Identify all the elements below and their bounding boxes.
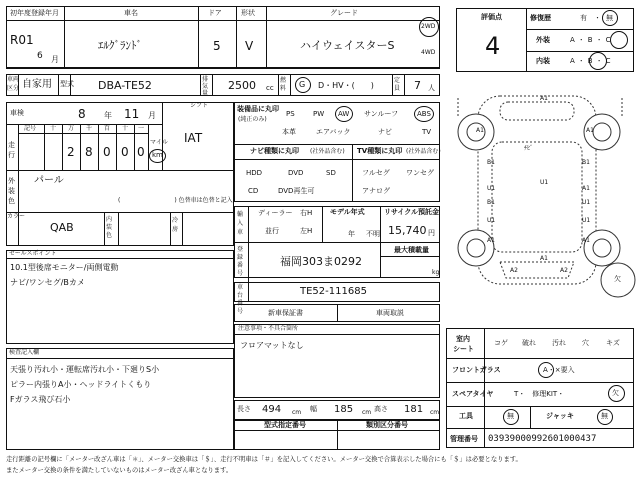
damage-label: U1 (540, 179, 549, 186)
width-cm: cm (362, 409, 372, 416)
grid-line (212, 74, 213, 96)
grid-line (6, 170, 234, 171)
grid-line (118, 212, 119, 246)
cc-unit: cc (266, 84, 274, 92)
grade-label: グレード (330, 9, 358, 17)
damage-label: U1 (582, 199, 591, 206)
nav-dvd: DVD (288, 169, 304, 177)
tv-fullseg: フルセグ (362, 169, 390, 177)
mileage-digit: 8 (85, 145, 93, 159)
spare-missing-mark: 欠 (614, 275, 621, 283)
import-right-h: 右H (300, 209, 313, 217)
new-cert: 新車保証書 (268, 309, 303, 317)
import-label: 輸入車 (237, 211, 244, 236)
mileage-col-1: 十 (50, 125, 57, 132)
height-label: 高さ (374, 405, 388, 413)
grid-line (446, 406, 634, 407)
import-parallel: 並行 (265, 227, 279, 235)
grid-line (6, 358, 234, 359)
grid-line (98, 124, 99, 170)
nav-cd: CD (248, 187, 259, 195)
grade: ハイウェイスターS (300, 39, 395, 52)
front-glass-label: フロントガラス (452, 366, 501, 374)
mileage-digit: 0 (121, 145, 129, 159)
inspector-note: ピラー内張りA小・ヘッドライトくもり (10, 380, 152, 389)
grid-line (182, 212, 183, 246)
equip-tv: TV (422, 128, 432, 136)
width-label: 幅 (310, 405, 317, 413)
tv-oneseg: ワンセグ (406, 169, 434, 177)
spare-selected: 欠 (612, 389, 619, 397)
grid-line (278, 74, 279, 96)
fuel-rest: D・HV・( ) (318, 81, 374, 90)
nav-dvd-play: DVD再生可 (278, 187, 315, 195)
model-year-unknown: 不明 (366, 230, 380, 238)
width: 185 (334, 404, 354, 415)
jack-label: ジャッキ (546, 412, 574, 420)
month-unit: 月 (148, 111, 156, 120)
drive-4wd: 4WD (421, 49, 436, 56)
grid-line (526, 29, 634, 30)
grid-line (6, 68, 440, 69)
exterior-label: 外装 (536, 36, 550, 44)
sales-point: 10.1型後席モニター/両側電動 (10, 263, 119, 272)
inspector-note: Fガラス飛び石小 (10, 395, 71, 404)
tv-analog: アナログ (362, 187, 390, 195)
grid-line (80, 124, 81, 170)
interior-label: 内装 (536, 57, 550, 65)
repair-yes: 有 (580, 14, 587, 22)
disp-label: 排気量 (202, 76, 209, 97)
max-load-label: 最大積載量 (394, 246, 429, 254)
mileage-col-4: 百 (104, 125, 111, 132)
usage-label2: 区分 (7, 85, 20, 92)
sales-label: セールスポイント (9, 250, 57, 257)
km-label: km (152, 151, 163, 159)
repair-label: 修復歴 (530, 14, 551, 22)
score: 4 (485, 32, 501, 60)
interior-selected-circle (589, 52, 607, 70)
mileage-col-2: 万 (68, 125, 75, 132)
grid-line (446, 382, 634, 383)
grid-line (446, 358, 634, 359)
model-cert-label: 型式指定番号 (264, 421, 306, 429)
grid-line (290, 74, 291, 96)
notes-box (234, 324, 440, 398)
mileage-col-3: 千 (86, 125, 93, 132)
equip-ps: PS (286, 110, 295, 118)
reg-year: R01 (10, 33, 34, 47)
grid-line (116, 124, 117, 170)
length-cm: cm (292, 409, 302, 416)
plate-label: 登録番号 (237, 246, 244, 277)
interior-color-label: 内装色 (106, 216, 113, 239)
mileage-digit: 0 (137, 145, 145, 159)
damage-label: U1 (487, 185, 496, 192)
car-diagram (450, 82, 640, 322)
chassis-label: 車台番号 (237, 284, 244, 315)
insp-year: 8 (78, 107, 86, 121)
seat-item: 汚れ (552, 339, 566, 347)
damage-label: U1 (582, 217, 591, 224)
capacity: 7 (414, 79, 421, 92)
nav-title: ナビ種類に丸印 (250, 147, 299, 155)
mileage-col-5: 十 (122, 125, 129, 132)
shape: V (245, 39, 254, 53)
seat-interior-label2: シート (453, 345, 474, 353)
mgmt-label: 管理番号 (450, 435, 478, 443)
grid-line (484, 328, 485, 448)
model-year-unit: 年 (348, 230, 355, 238)
damage-label: A2 (560, 267, 568, 274)
grid-line (248, 206, 249, 242)
manual: 車両取説 (376, 309, 404, 317)
grid-line (337, 304, 338, 322)
grid-line (104, 212, 105, 246)
damage-label: A1 (582, 185, 590, 192)
equip-aw: AW (338, 110, 350, 118)
seat-item: コゲ (494, 339, 508, 347)
nav-hdd: HDD (246, 169, 263, 177)
tv-title: TV種類に丸印 (357, 147, 403, 155)
grid-line (18, 133, 148, 134)
reg-year-label: 初年度登録年月 (10, 9, 59, 17)
seat-item: キズ (606, 339, 620, 347)
model-name: ｴﾙｸﾞﾗﾝﾄﾞ (98, 39, 142, 52)
repair-no: 無 (606, 14, 613, 22)
color-code: QAB (50, 221, 74, 234)
grid-line (234, 334, 440, 335)
height-cm: cm (430, 409, 440, 416)
usage-label: 車両 (7, 76, 20, 83)
grid-line (18, 124, 19, 246)
front-glass: A・×要入 (543, 366, 575, 374)
usage: 自家用 (22, 79, 52, 90)
aircon-label: 冷房 (172, 217, 179, 233)
score-label: 評価点 (481, 13, 502, 21)
tv-note: (社外品含む) (406, 148, 441, 155)
exterior-grades: A・B・C (570, 36, 614, 44)
grid-line (134, 124, 135, 170)
notes-label: 注意事項・不具合箇所 (238, 325, 299, 332)
interior-grades: A・B・C (570, 57, 614, 65)
damage-label: A1 (476, 127, 484, 134)
height: 181 (404, 404, 424, 415)
plate-number: 福岡303ま0292 (280, 255, 362, 268)
person-unit: 人 (428, 84, 435, 92)
damage-label: A1 (586, 127, 594, 134)
seat-interior-label: 室内 (456, 335, 470, 343)
nav-sd: SD (326, 169, 336, 177)
grid-line (380, 256, 440, 257)
equip-pw: PW (313, 110, 325, 118)
spare-label: スペアタイヤ (452, 390, 494, 398)
damage-label: A1 (540, 95, 548, 102)
reg-month: 6 (37, 51, 43, 61)
seat-item: 破れ (522, 339, 536, 347)
grid-line (170, 212, 171, 246)
model-name-label: 車名 (124, 9, 138, 17)
equip-navi: ナビ (378, 128, 392, 136)
tools-selected: 無 (507, 412, 514, 420)
type-label: 型式 (60, 80, 74, 88)
grid-line (198, 6, 199, 68)
repair-dot: ・ (594, 14, 601, 22)
tools-label: 工具 (459, 412, 473, 420)
shift: IAT (184, 131, 203, 145)
grid-line (234, 242, 440, 243)
shape-label: 形状 (241, 9, 255, 17)
equip-title: 装備品に丸印 (237, 105, 279, 113)
damage-label: A1 (487, 237, 495, 244)
type-code: DBA-TE52 (98, 79, 152, 92)
seat-item: 穴 (582, 339, 589, 347)
grid-line (200, 74, 201, 96)
equip-airbag: エアバック (316, 128, 351, 136)
jack-selected: 無 (601, 412, 608, 420)
shift-label: シフト (190, 102, 209, 109)
grid-line (446, 428, 634, 429)
mgmt-number: 0393900099260100043​7 (488, 434, 597, 444)
grid-line (236, 6, 237, 68)
inspection-label: 車検 (10, 109, 24, 117)
grid-line (234, 144, 440, 145)
damage-label: B1 (487, 199, 495, 206)
grid-line (337, 420, 338, 450)
notes-text: フロアマットなし (240, 341, 304, 350)
grid-line (234, 159, 440, 160)
length-label: 長さ (237, 405, 251, 413)
spare: T・ 修理KIT・ (514, 390, 565, 398)
grid-line (58, 74, 59, 96)
kg-unit: kg (432, 269, 440, 276)
mileage-col-0: 記号 (24, 125, 37, 132)
grid-line (6, 258, 234, 259)
color-code-label: カラー (7, 213, 26, 220)
color-label: 外装色 (8, 177, 15, 205)
color-note: ( ) 色替車は色替と記入 (118, 197, 233, 204)
grid-line (322, 206, 323, 242)
grid-line (266, 6, 267, 68)
damage-label: B1 (487, 159, 495, 166)
damage-label: A2 (510, 267, 518, 274)
grid-line (404, 74, 405, 96)
equip-sunroof: サンルーフ (364, 110, 399, 118)
grid-line (526, 8, 527, 72)
damage-label: B1 (582, 159, 590, 166)
grid-line (392, 74, 393, 96)
recycle-label: リサイクル預託金 (384, 208, 440, 216)
inspector-label: 検査記入欄 (9, 349, 40, 356)
mileage-col-6: 一 (138, 125, 145, 132)
footer-line-1: 走行距離の記号欄に「メーター改ざん車は「＊」、メーター交換車は「＄」、走行不明車は「＃」を記入してください。メーター交換で合算表示した場合にも「＄」は必要となります。 (6, 456, 522, 463)
displacement: 2500 (228, 79, 256, 92)
category-label: 類別区分番号 (366, 421, 408, 429)
model-year-label: モデル年式 (330, 208, 365, 216)
reg-month-unit: 月 (51, 55, 59, 64)
grid-line (6, 20, 440, 21)
grid-line (352, 144, 353, 202)
mileage-digit: 0 (103, 145, 111, 159)
mileage-label: 走行 (8, 141, 15, 159)
chassis: TE52-111685 (300, 286, 367, 297)
length: 494 (262, 404, 282, 415)
damage-label: U1 (487, 217, 496, 224)
sales-point: ナビ/ワンセグ/Bカメ (10, 278, 85, 287)
grid-line (6, 212, 234, 213)
grid-line (234, 430, 440, 431)
doors: 5 (213, 39, 221, 53)
capacity-label: 定員 (394, 77, 401, 92)
mile-label: マイル (150, 139, 168, 146)
mileage-digit: 2 (67, 145, 75, 159)
drive-2wd: 2WD (421, 23, 436, 30)
exterior-selected-circle (610, 31, 628, 49)
color: パール (34, 175, 64, 186)
yen-unit: 円 (428, 229, 435, 237)
fuel-g: G (299, 80, 306, 89)
equip-abs: ABS (417, 110, 431, 118)
footer-line-2: またメーター交換の条件を満たしていないものはメーター改ざん車となります。 (6, 467, 233, 474)
year-unit: 年 (104, 111, 112, 120)
grid-line (44, 124, 45, 170)
doors-label: ドア (208, 9, 222, 17)
import-dealer: ディーラー (258, 209, 293, 217)
grid-line (62, 124, 63, 170)
grid-line (530, 406, 531, 428)
fuel-label: 燃料 (280, 77, 287, 92)
damage-label: A1 (582, 237, 590, 244)
main-header-box (6, 6, 440, 68)
grid-line (148, 124, 149, 170)
equip-subtitle: (純正のみ) (238, 116, 267, 123)
damage-label: ﾁﾋﾞ (524, 145, 534, 152)
inspector-note: 天張り汚れ小・運転席汚れ小・下廻りS小 (10, 365, 160, 374)
damage-label: A1 (540, 255, 548, 262)
equip-leather: 本革 (282, 128, 296, 136)
grid-line (64, 6, 65, 68)
insp-month: 11 (124, 107, 140, 121)
nav-note: (社外品含む) (310, 148, 345, 155)
grid-line (526, 51, 634, 52)
import-left-h: 左H (300, 227, 313, 235)
recycle-value: 15,740 (388, 224, 427, 237)
